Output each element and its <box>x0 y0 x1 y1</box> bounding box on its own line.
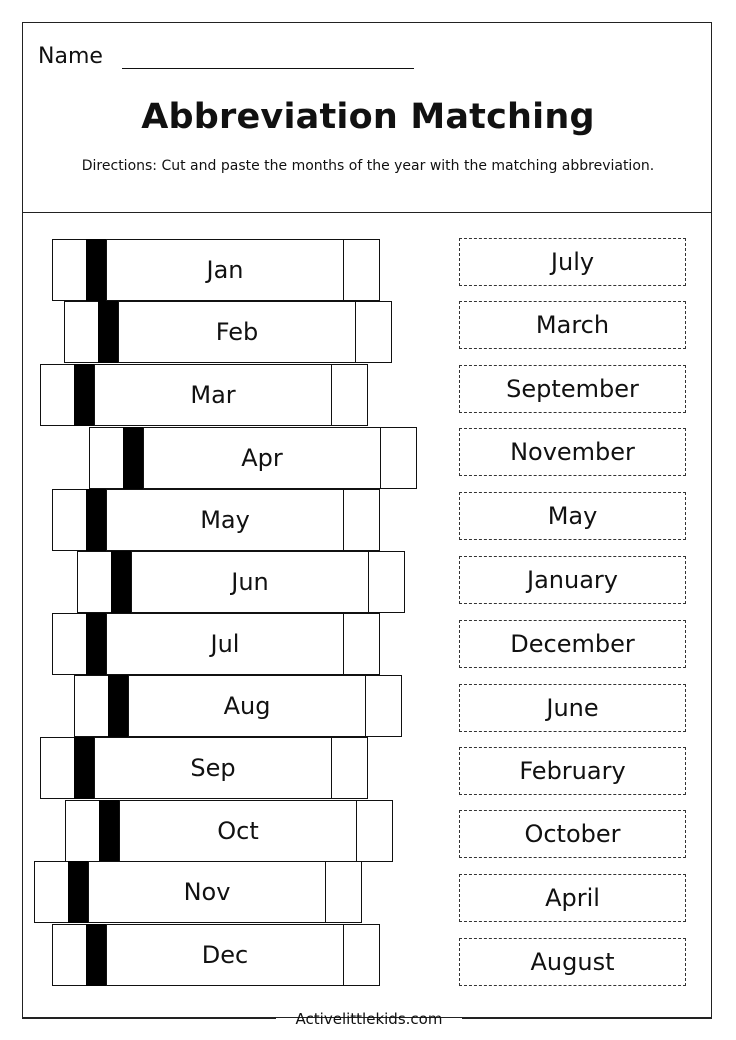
abbreviation-strip <box>77 551 387 613</box>
glue-bar <box>86 489 106 551</box>
abbreviation-strip <box>40 737 350 799</box>
month-card[interactable]: September <box>459 365 686 413</box>
footer-line-right <box>462 1018 712 1019</box>
glue-bar <box>123 427 143 489</box>
abbreviation-label: Oct <box>119 800 357 862</box>
abbreviation-label: Dec <box>106 924 344 986</box>
abbreviation-strip <box>52 239 362 301</box>
abbreviation-label: Jul <box>106 613 344 675</box>
footer-line-left <box>22 1018 276 1019</box>
abbreviation-strip <box>89 427 399 489</box>
strip-right-tab <box>343 613 381 675</box>
abbreviation-label: Nov <box>88 861 326 923</box>
glue-bar <box>99 800 119 862</box>
header-divider <box>22 212 712 213</box>
glue-bar <box>74 364 94 426</box>
month-card[interactable]: August <box>459 938 686 986</box>
strip-right-tab <box>380 427 418 489</box>
glue-bar <box>74 737 94 799</box>
abbreviation-strip <box>40 364 350 426</box>
strip-right-tab <box>325 861 363 923</box>
abbreviation-label: Sep <box>94 737 332 799</box>
name-label: Name <box>38 44 103 69</box>
abbreviation-label: May <box>106 489 344 551</box>
month-card[interactable]: April <box>459 874 686 922</box>
name-write-line[interactable] <box>122 68 414 69</box>
month-card[interactable]: March <box>459 301 686 349</box>
abbreviation-strip <box>64 301 374 363</box>
glue-bar <box>98 301 118 363</box>
abbreviation-label: Feb <box>118 301 356 363</box>
month-card[interactable]: November <box>459 428 686 476</box>
glue-bar <box>111 551 131 613</box>
strip-right-tab <box>355 301 393 363</box>
strip-right-tab <box>331 737 369 799</box>
abbreviation-label: Jan <box>106 239 344 301</box>
strip-right-tab <box>343 239 381 301</box>
abbreviation-strip <box>74 675 384 737</box>
abbreviation-strip <box>52 924 362 986</box>
month-card[interactable]: October <box>459 810 686 858</box>
strip-right-tab <box>343 924 381 986</box>
month-card[interactable]: July <box>459 238 686 286</box>
abbreviation-strip <box>52 613 362 675</box>
strip-right-tab <box>356 800 394 862</box>
strip-right-tab <box>365 675 403 737</box>
abbreviation-strip <box>52 489 362 551</box>
abbreviation-strip <box>34 861 344 923</box>
month-card[interactable]: June <box>459 684 686 732</box>
abbreviation-label: Aug <box>128 675 366 737</box>
abbreviation-strip <box>65 800 375 862</box>
month-card[interactable]: May <box>459 492 686 540</box>
abbreviation-label: Mar <box>94 364 332 426</box>
glue-bar <box>108 675 128 737</box>
strip-right-tab <box>331 364 369 426</box>
glue-bar <box>86 924 106 986</box>
strip-right-tab <box>368 551 406 613</box>
worksheet-title: Abbreviation Matching <box>141 97 595 137</box>
abbreviation-label: Jun <box>131 551 369 613</box>
month-card[interactable]: December <box>459 620 686 668</box>
strip-right-tab <box>343 489 381 551</box>
abbreviation-label: Apr <box>143 427 381 489</box>
glue-bar <box>68 861 88 923</box>
directions-text: Directions: Cut and paste the months of the year with the matching abbreviation. <box>81 158 655 174</box>
glue-bar <box>86 613 106 675</box>
month-card[interactable]: January <box>459 556 686 604</box>
glue-bar <box>86 239 106 301</box>
footer-site: Activelittlekids.com <box>295 1010 443 1028</box>
month-card[interactable]: February <box>459 747 686 795</box>
